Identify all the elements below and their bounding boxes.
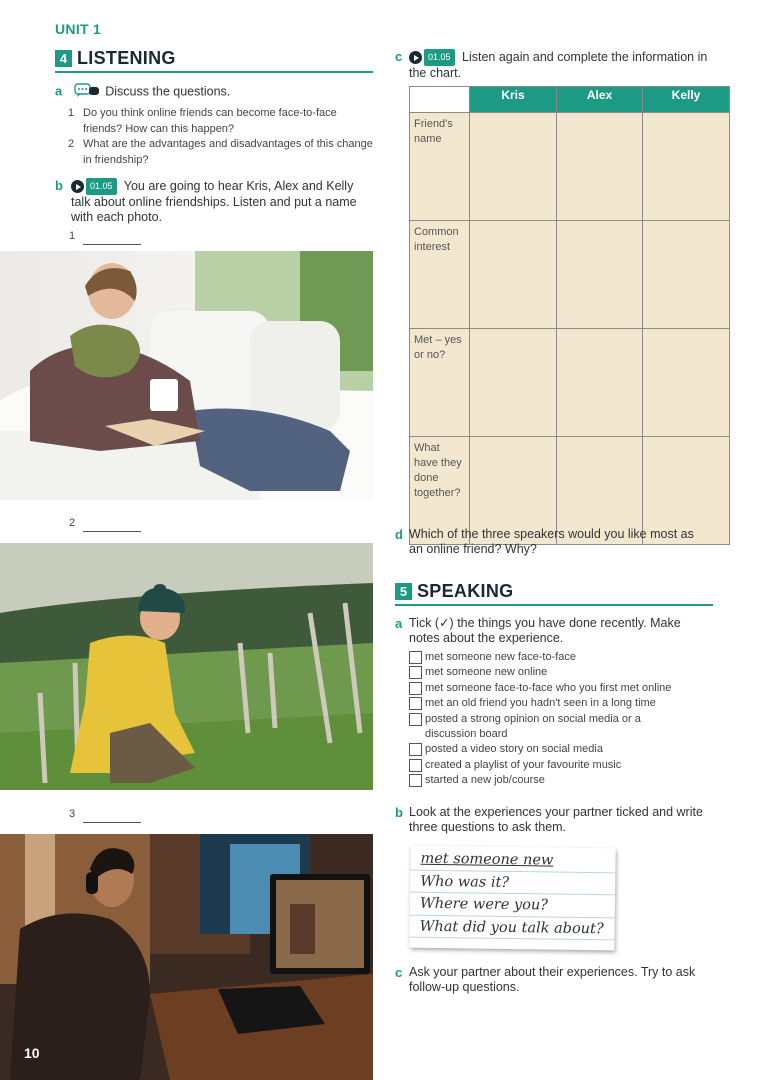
question-item [55, 137, 373, 168]
chart-cell[interactable] [643, 221, 730, 329]
exercise-letter: a [395, 616, 403, 631]
listening-heading [55, 48, 176, 69]
audio-track-button[interactable] [409, 49, 455, 66]
tick-list [409, 650, 679, 789]
exercise-4b [55, 178, 373, 225]
chart-cell[interactable] [557, 221, 643, 329]
chart-column-header: Alex [557, 87, 643, 113]
tick-checkbox[interactable] [409, 697, 422, 710]
exercise-letter: b [55, 178, 63, 193]
exercise-letter: c [395, 49, 403, 64]
chart-cell[interactable] [470, 113, 557, 221]
info-chart [409, 86, 730, 545]
answer-blank[interactable] [83, 521, 141, 532]
exercise-letter: a [55, 83, 63, 99]
audio-track-button[interactable] [71, 178, 117, 195]
tick-item [409, 681, 679, 696]
question-text: What are the advantages and disadvantages of this change in friendship? [83, 138, 373, 166]
chart-cell[interactable] [557, 329, 643, 437]
question-number: 1 [68, 107, 75, 119]
chart-column-header: Kris [470, 87, 557, 113]
chart-row-label: Met – yes or no? [410, 329, 470, 437]
photo-number: 1 [69, 230, 76, 242]
section-title: SPEAKING [417, 581, 514, 601]
chart-row-label: Friend's name [410, 113, 470, 221]
tick-item-label: posted a video story on social media [425, 743, 603, 756]
answer-blank[interactable] [83, 234, 141, 245]
photo-label-1 [69, 229, 141, 245]
tick-item-label: started a new job/course [425, 774, 545, 787]
tick-item-label: met someone new face-to-face [425, 651, 577, 663]
chart-cell[interactable] [470, 221, 557, 329]
photo-woman-reading [0, 251, 373, 500]
photo-man-planting [0, 543, 373, 790]
tick-checkbox[interactable] [409, 774, 422, 787]
tick-item [409, 650, 679, 665]
chart-header-row [410, 87, 730, 113]
chart-column-header: Kelly [643, 87, 730, 113]
chart-cell[interactable] [643, 113, 730, 221]
section-title: LISTENING [77, 48, 176, 68]
exercise-4d [395, 527, 715, 557]
track-number: 01.05 [86, 178, 117, 195]
tick-item [409, 712, 679, 743]
tick-checkbox[interactable] [409, 666, 422, 679]
chart-row [410, 221, 730, 329]
tick-item [409, 758, 679, 773]
instruction-text: Which of the three speakers would you like most as an online friend? Why? [409, 527, 694, 556]
section-rule [55, 71, 373, 73]
tick-item-label: posted a strong opinion on social media or a discussion board [425, 712, 641, 741]
instruction-text: Ask your partner about their experiences. Try to ask follow-up questions. [409, 965, 696, 994]
page-number: 10 [24, 1045, 40, 1061]
note-line: met someone new [410, 848, 615, 873]
instruction-text: Listen again and complete the information in the chart. [409, 49, 708, 80]
note-line: Who was it? [410, 870, 615, 895]
photo-number: 3 [69, 808, 76, 820]
tick-checkbox[interactable] [409, 743, 422, 756]
exercise-5a [395, 616, 715, 646]
exercise-4a [55, 83, 373, 168]
tick-item-label: met an old friend you hadn't seen in a long time [425, 697, 656, 710]
exercise-5b [395, 805, 715, 835]
tick-item [409, 742, 679, 757]
tick-checkbox[interactable] [409, 651, 422, 664]
instruction-text: You are going to hear Kris, Alex and Kelly talk about online friendships. Listen and put a name with each photo. [71, 178, 357, 224]
photo-label-3 [69, 807, 141, 823]
exercise-letter: b [395, 805, 403, 820]
answer-blank[interactable] [83, 812, 141, 823]
tick-item [409, 773, 679, 788]
section-number: 5 [395, 583, 412, 600]
tick-item-label: met someone face-to-face who you first met online [425, 681, 672, 694]
chart-row-label: What have they done together? [410, 437, 470, 545]
chart-cell[interactable] [470, 329, 557, 437]
section-number: 4 [55, 50, 72, 67]
tick-item [409, 696, 679, 711]
tick-checkbox[interactable] [409, 713, 422, 726]
chart-cell[interactable] [643, 329, 730, 437]
note-line: Where were you? [410, 893, 615, 918]
exercise-5c [395, 965, 715, 995]
photo-label-2 [69, 516, 141, 532]
tick-checkbox[interactable] [409, 682, 422, 695]
play-icon [409, 51, 422, 64]
exercise-letter: d [395, 527, 403, 542]
exercise-letter: c [395, 965, 403, 980]
section-rule [395, 604, 713, 606]
question-item [55, 106, 373, 137]
chart-row [410, 329, 730, 437]
chart-row [410, 113, 730, 221]
photo-man-gaming [0, 834, 373, 1080]
tick-item-label: met someone new online [425, 666, 548, 679]
note-line: What did you talk about? [409, 915, 614, 940]
play-icon [71, 180, 84, 193]
instruction-text: Discuss the questions. [105, 84, 231, 99]
tick-item-label: created a playlist of your favourite music [425, 758, 622, 771]
photo-number: 2 [69, 517, 76, 529]
question-text: Do you think online friends can become face-to-face friends? How can this happen? [83, 107, 337, 135]
chart-corner [410, 87, 470, 113]
track-number: 01.05 [424, 49, 455, 66]
tick-item [409, 665, 679, 680]
chart-row-label: Common interest [410, 221, 470, 329]
speech-bubbles-icon [74, 83, 100, 101]
example-note-card [409, 846, 615, 951]
unit-label: UNIT 1 [55, 21, 102, 37]
exercise-4c [395, 49, 725, 81]
speaking-heading [395, 581, 513, 602]
instruction-text: Tick (✓) the things you have done recently. Make notes about the experience. [409, 616, 681, 645]
tick-checkbox[interactable] [409, 759, 422, 772]
instruction-text: Look at the experiences your partner ticked and write three questions to ask them. [409, 805, 703, 834]
chart-cell[interactable] [557, 113, 643, 221]
question-number: 2 [68, 138, 75, 150]
